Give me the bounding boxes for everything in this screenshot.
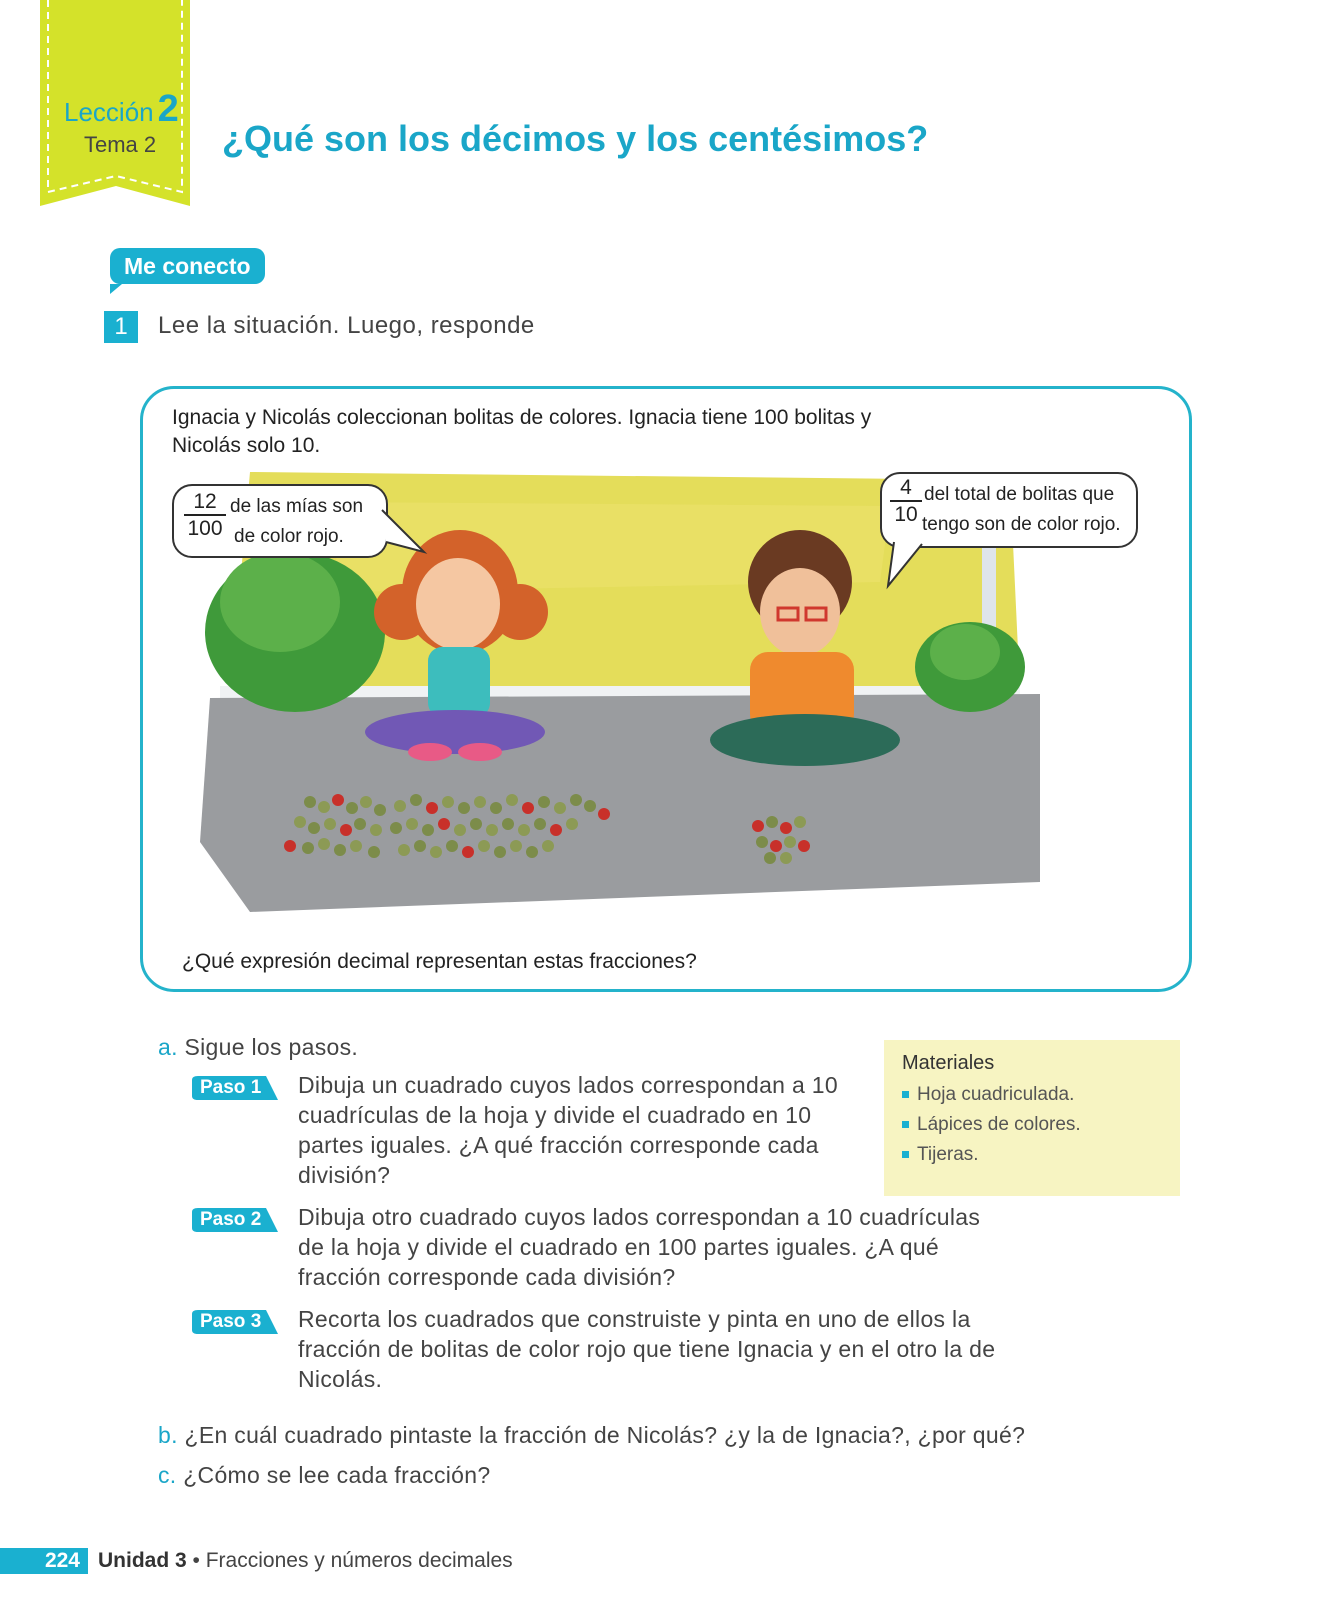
materials-box xyxy=(884,1040,1180,1196)
question-c xyxy=(158,1462,490,1489)
page-number: 224 xyxy=(0,1548,88,1574)
materials-title: Materiales xyxy=(902,1052,995,1074)
topic-label: Tema 2 xyxy=(84,132,157,157)
fraction-numerator: 4 xyxy=(890,476,922,502)
bubble-ignacia-line1: de las mías son xyxy=(230,496,364,517)
bubble-nicolas-line1: del total de bolitas que xyxy=(924,484,1115,505)
material-item: Hoja cuadriculada. xyxy=(902,1084,1074,1106)
paso-3-text: Recorta los cuadrados que construiste y pinta en uno de ellos la fracción de bolitas de color rojo que tiene Ignacia y en el otro la de Nicolás. xyxy=(298,1306,996,1392)
paso-3-tag xyxy=(192,1310,278,1334)
speech-bubble-ignacia xyxy=(172,484,388,558)
footer-unit: Unidad 3 xyxy=(98,1549,187,1572)
bubble-nicolas-tail xyxy=(886,540,930,590)
paso-2-label: Paso 2 xyxy=(200,1209,262,1230)
material-item: Lápices de colores. xyxy=(902,1114,1081,1136)
activity-number: 1 xyxy=(104,311,138,343)
paso-2-text: Dibuja otro cuadrado cuyos lados correspondan a 10 cuadrículas de la hoja y divide el cuadrado en 100 partes iguales. ¿A qué fracción corresponde cada división? xyxy=(298,1204,981,1290)
section-tag: Me conecto xyxy=(110,248,265,284)
footer-separator: • xyxy=(192,1549,200,1572)
paso-3-label: Paso 3 xyxy=(200,1311,262,1332)
question-a xyxy=(158,1034,358,1061)
question-b-text: ¿En cuál cuadrado pintaste la fracción de Nicolás? ¿y la de Ignacia?, ¿por qué? xyxy=(184,1422,1026,1448)
question-c-text: ¿Cómo se lee cada fracción? xyxy=(183,1462,491,1488)
page-title: ¿Qué son los décimos y los centésimos? xyxy=(222,118,929,159)
bubble-nicolas-line2: tengo son de color rojo. xyxy=(922,514,1121,535)
question-a-letter: a. xyxy=(158,1034,178,1060)
footer-unit-title: Fracciones y números decimales xyxy=(205,1549,513,1572)
paso-1-tag xyxy=(192,1076,278,1100)
speech-bubble-nicolas xyxy=(880,472,1138,548)
situation-text: Ignacia y Nicolás coleccionan bolitas de colores. Ignacia tiene 100 bolitas y Nicolás solo 10. xyxy=(172,406,872,457)
fraction-denominator: 10 xyxy=(894,503,918,526)
question-c-letter: c. xyxy=(158,1462,177,1488)
lesson-number: 2 xyxy=(157,88,179,130)
question-b xyxy=(158,1422,1025,1449)
fraction-denominator: 100 xyxy=(187,517,223,540)
activity-instruction: Lee la situación. Luego, responde xyxy=(158,312,535,339)
fraction-numerator: 12 xyxy=(184,490,226,516)
lesson-label xyxy=(64,88,179,131)
paso-2-tag xyxy=(192,1208,278,1232)
lesson-label-text: Lección xyxy=(64,97,154,127)
fraction-nicolas xyxy=(890,476,922,528)
question-b-letter: b. xyxy=(158,1422,178,1448)
bubble-ignacia-tail xyxy=(380,500,430,560)
material-item: Tijeras. xyxy=(902,1144,979,1166)
question-a-text: Sigue los pasos. xyxy=(184,1034,359,1060)
paso-1-text: Dibuja un cuadrado cuyos lados correspondan a 10 cuadrículas de la hoja y divide el cuadrado en 10 partes iguales. ¿A qué fracción corresponde cada división? xyxy=(298,1072,838,1188)
paso-1-label: Paso 1 xyxy=(200,1077,262,1098)
situation-question: ¿Qué expresión decimal representan estas fracciones? xyxy=(182,950,697,973)
footer-text xyxy=(98,1548,513,1574)
fraction-ignacia xyxy=(184,490,226,542)
bubble-ignacia-line2: de color rojo. xyxy=(234,526,344,547)
